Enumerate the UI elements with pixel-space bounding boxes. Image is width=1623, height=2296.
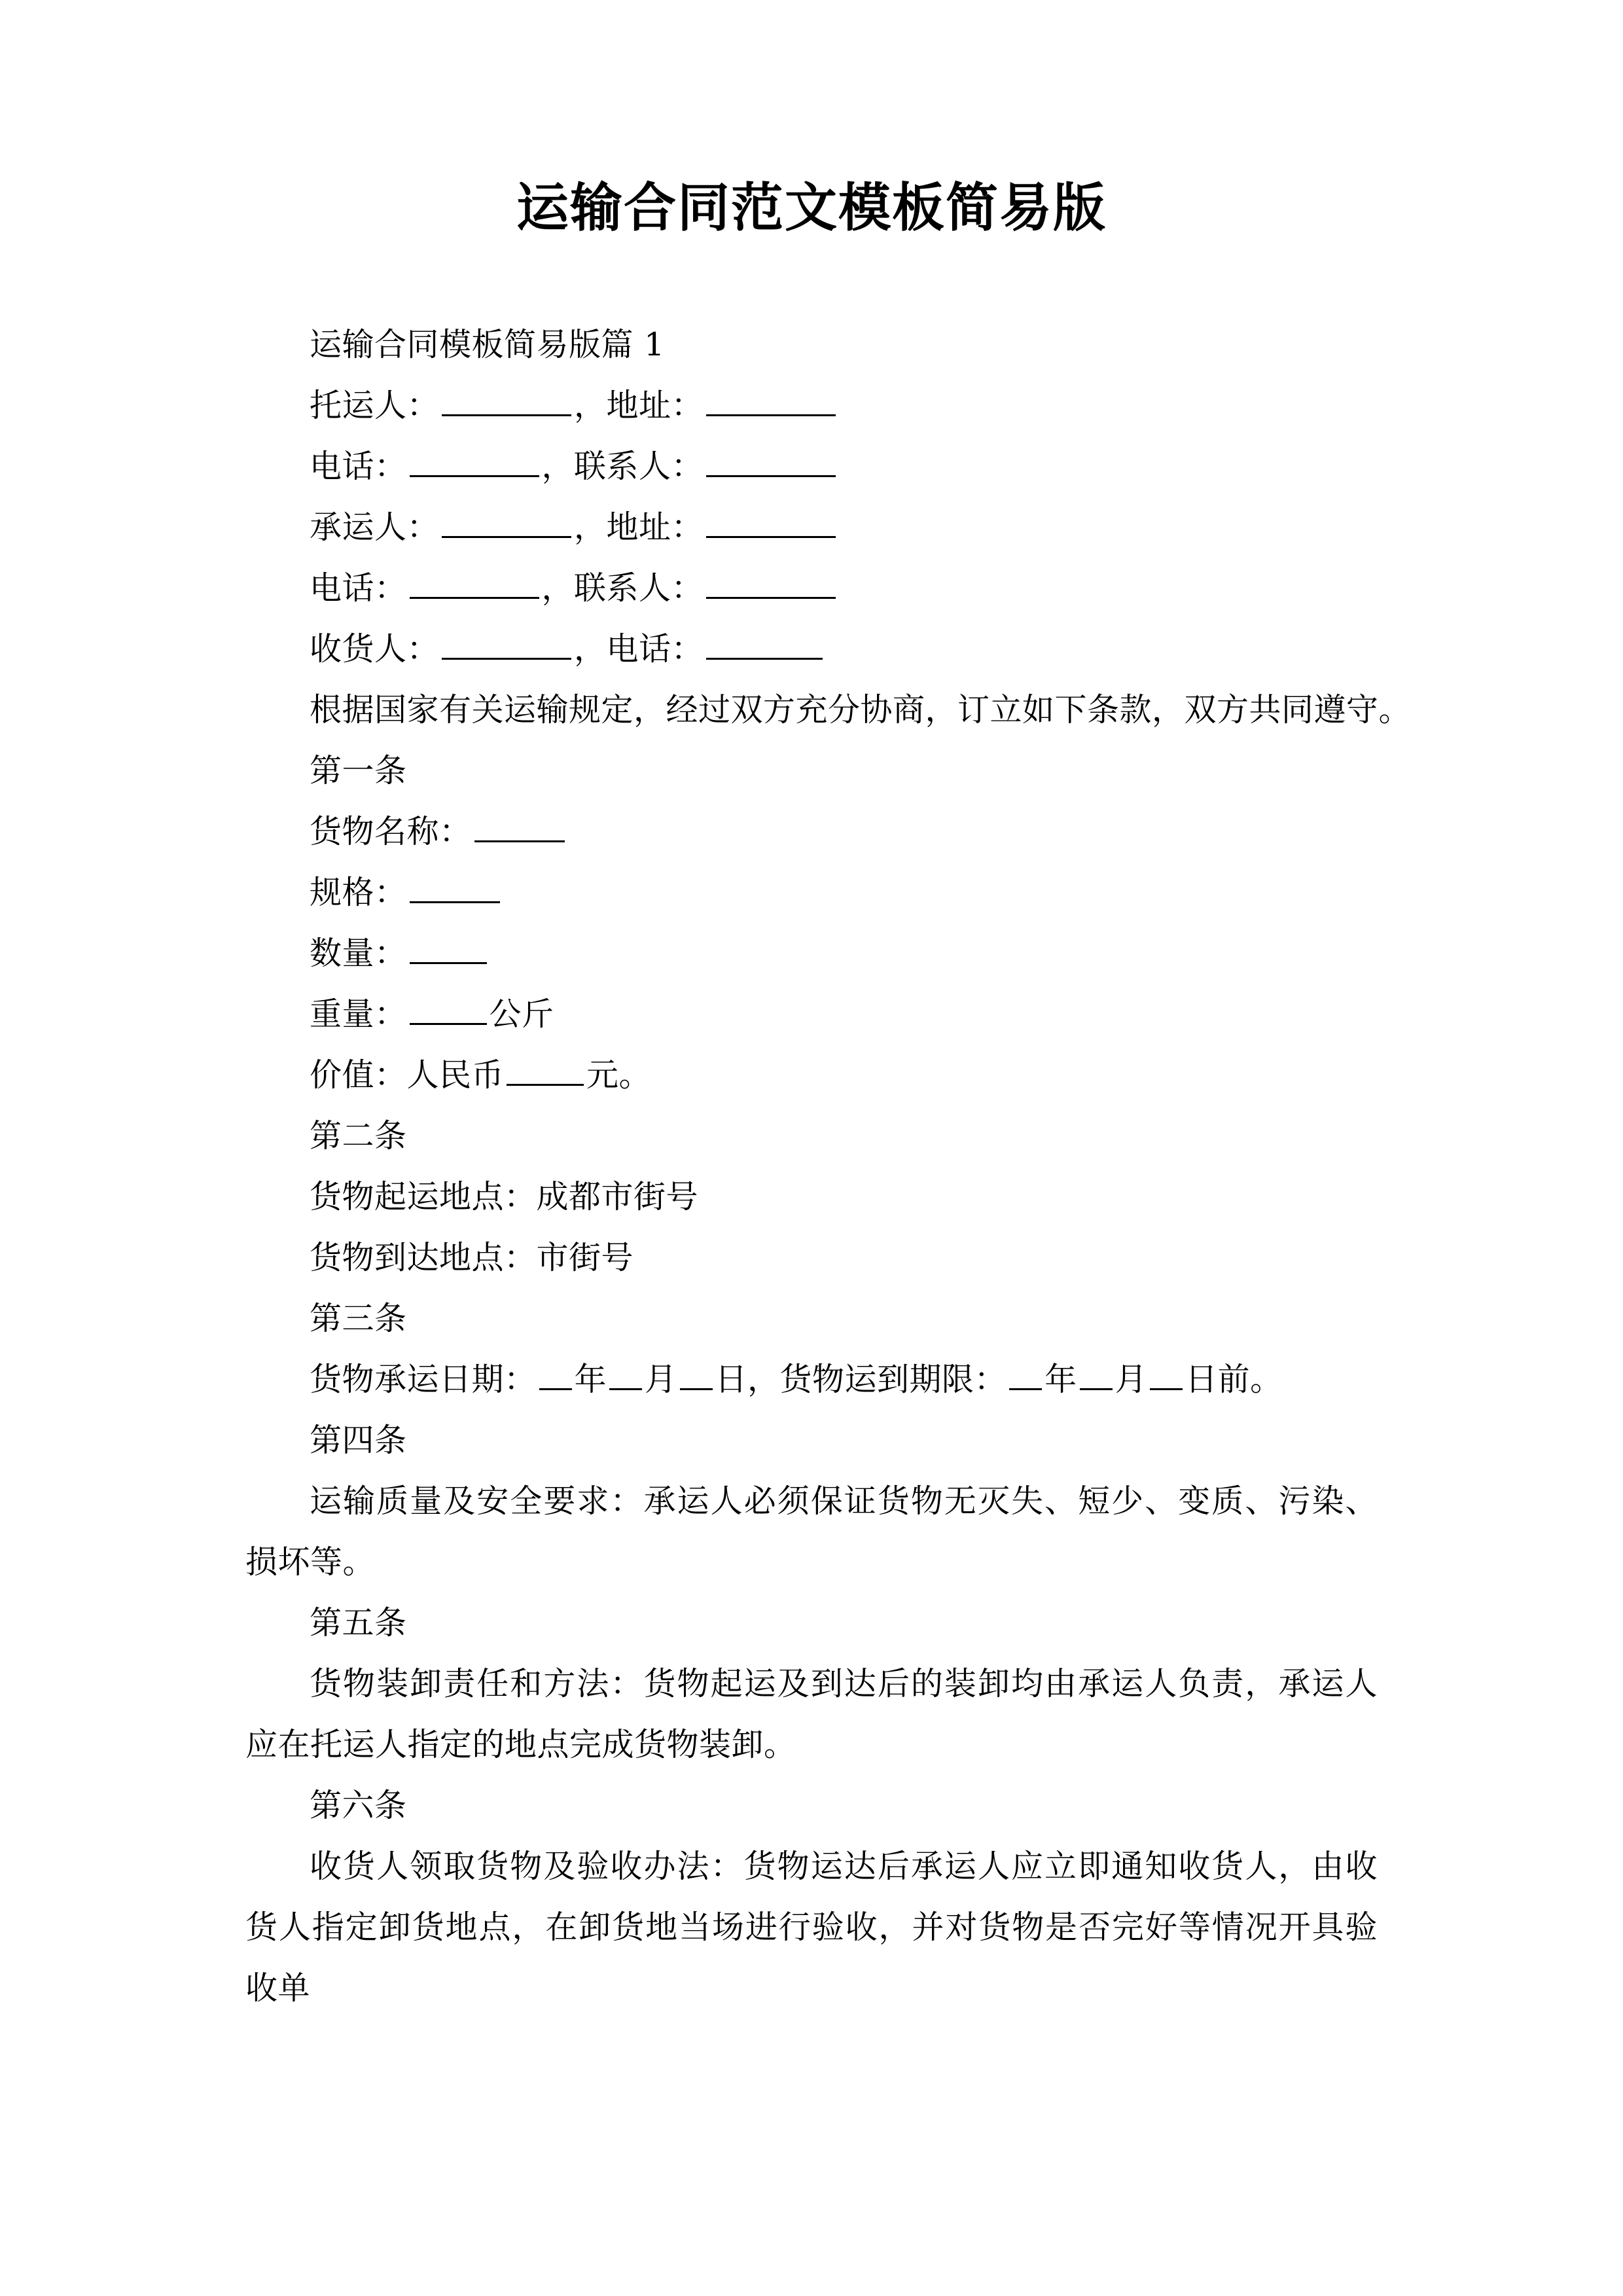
article-1-item-value (245, 1045, 1378, 1105)
carrier-phone-label: 电话： (310, 569, 407, 607)
carry-month-blank[interactable] (609, 1365, 642, 1390)
deliver-year-blank[interactable] (1009, 1365, 1042, 1390)
carry-year-unit: 年 (574, 1361, 607, 1398)
article-1-item-spec (245, 862, 1378, 923)
field-row-consignee (245, 619, 1378, 679)
carrier-label: 承运人： (310, 509, 440, 546)
article-1-item-goods-name (245, 801, 1378, 862)
shipper-label: 托运人： (310, 387, 440, 424)
page-title: 运输合同范文模板简易版 (516, 177, 1107, 238)
article-5-text: 货物装卸责任和方法：货物起运及到达后的装卸均由承运人负责，承运人应在托运人指定的地点完成货物装卸。 (245, 1665, 1378, 1763)
carry-day-unit: 日，货物运到期限： (715, 1361, 1007, 1398)
carry-date-label: 货物承运日期： (310, 1361, 537, 1398)
carry-year-blank[interactable] (539, 1365, 572, 1390)
subheading: 运输合同模板简易版篇 1 (310, 326, 665, 363)
carrier-phone-blank[interactable] (410, 573, 539, 599)
article-1-heading: 第一条 (310, 752, 407, 789)
article-6-heading: 第六条 (310, 1787, 407, 1824)
carrier-address-label: ，地址： (574, 509, 704, 546)
field-row-shipper-phone (245, 436, 1378, 497)
quantity-label: 数量： (310, 935, 407, 972)
article-4-text: 运输质量及安全要求：承运人必须保证货物无灭失、短少、变质、污染、损坏等。 (245, 1482, 1378, 1581)
article-2-destination: 货物到达地点：市街号 (310, 1239, 634, 1276)
spec-blank[interactable] (410, 878, 500, 903)
goods-name-label: 货物名称： (310, 813, 472, 850)
shipper-phone-blank[interactable] (410, 452, 539, 477)
carrier-blank[interactable] (442, 512, 571, 538)
field-row-carrier (245, 497, 1378, 558)
weight-label: 重量： (310, 996, 407, 1033)
consignee-phone-blank[interactable] (706, 634, 823, 660)
field-row-shipper (245, 375, 1378, 436)
carrier-address-blank[interactable] (706, 512, 836, 538)
article-3-date-line (245, 1349, 1378, 1410)
deliver-month-unit: 月 (1115, 1361, 1148, 1398)
shipper-address-label: ，地址： (574, 387, 704, 424)
deliver-day-blank[interactable] (1150, 1365, 1183, 1390)
shipper-address-blank[interactable] (706, 391, 836, 416)
article-6-text: 收货人领取货物及验收办法：货物运达后承运人应立即通知收货人，由收货人指定卸货地点，在卸货地当场进行验收，并对货物是否完好等情况开具验收单 (245, 1848, 1378, 2007)
carry-month-unit: 月 (645, 1361, 677, 1398)
carrier-contact-blank[interactable] (706, 573, 836, 599)
carrier-contact-label: ，联系人： (541, 569, 704, 607)
article-1-item-weight (245, 984, 1378, 1045)
shipper-phone-label: 电话： (310, 448, 407, 485)
weight-blank[interactable] (410, 999, 487, 1025)
field-row-carrier-phone (245, 558, 1378, 619)
article-3-heading: 第三条 (310, 1300, 407, 1337)
article-2-heading: 第二条 (310, 1117, 407, 1155)
goods-name-blank[interactable] (474, 817, 565, 842)
shipper-blank[interactable] (442, 391, 571, 416)
consignee-blank[interactable] (442, 634, 571, 660)
value-blank[interactable] (507, 1060, 584, 1086)
consignee-phone-label: ，电话： (574, 630, 704, 668)
carry-day-blank[interactable] (680, 1365, 713, 1390)
value-unit: 元。 (586, 1056, 652, 1094)
value-label: 价值：人民币 (310, 1056, 505, 1094)
article-4-heading: 第四条 (310, 1422, 407, 1459)
shipper-contact-label: ，联系人： (541, 448, 704, 485)
quantity-blank[interactable] (410, 939, 487, 964)
weight-unit: 公斤 (489, 996, 554, 1033)
shipper-contact-blank[interactable] (706, 452, 836, 477)
article-2-origin: 货物起运地点：成都市街号 (310, 1178, 699, 1215)
document-body (245, 314, 1412, 2018)
deliver-day-unit: 日前。 (1185, 1361, 1283, 1398)
article-5-heading: 第五条 (310, 1604, 407, 1641)
preamble-paragraph: 根据国家有关运输规定，经过双方充分协商，订立如下条款，双方共同遵守。 (310, 691, 1412, 728)
consignee-label: 收货人： (310, 630, 440, 668)
deliver-month-blank[interactable] (1080, 1365, 1113, 1390)
spec-label: 规格： (310, 874, 407, 911)
deliver-year-unit: 年 (1044, 1361, 1077, 1398)
article-1-item-quantity (245, 923, 1378, 984)
